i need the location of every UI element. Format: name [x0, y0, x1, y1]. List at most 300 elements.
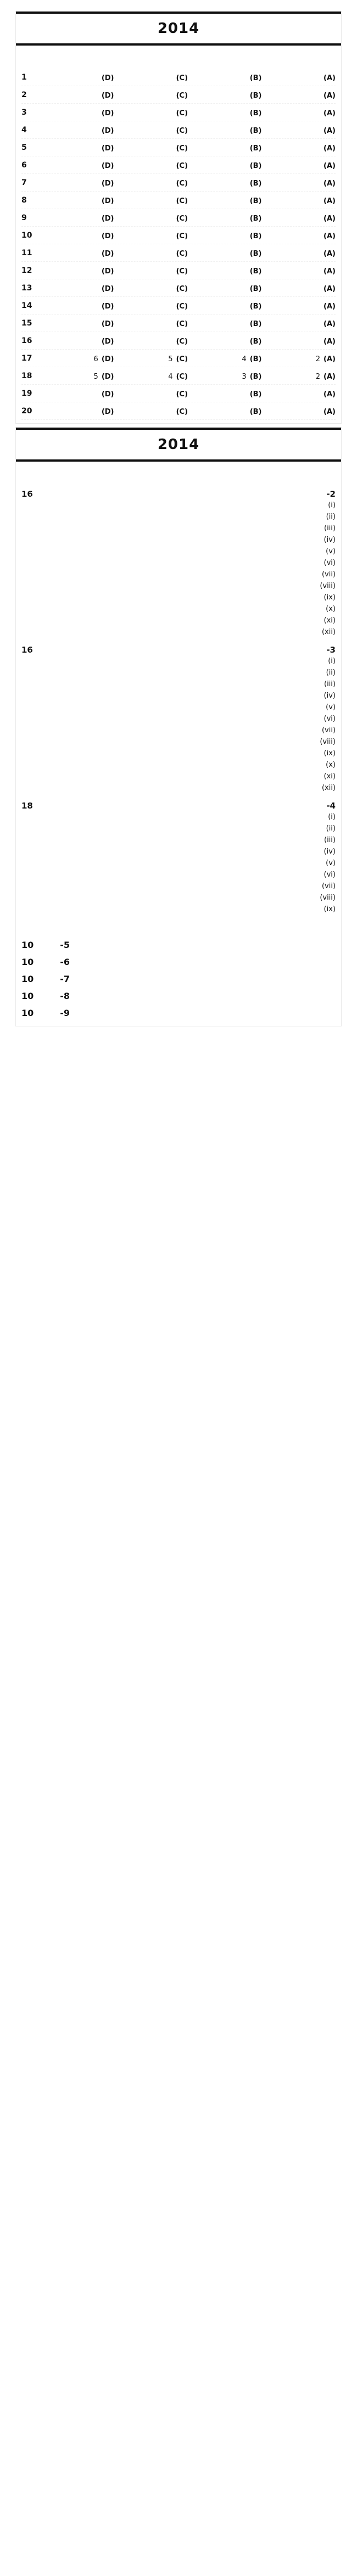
section-2 — [16, 921, 341, 1026]
long-question — [21, 953, 336, 970]
question-part-number: (x) — [326, 605, 336, 613]
mcq-option-label: (A) — [323, 197, 336, 205]
mcq-body — [47, 371, 336, 381]
mcq-options — [47, 127, 336, 135]
mcq-number: 5 — [21, 143, 27, 152]
mcq-options — [47, 373, 336, 381]
mcq-option — [269, 355, 336, 363]
question-2-header — [21, 487, 336, 501]
mcq-body — [47, 388, 336, 399]
mcq-option-label: (B) — [249, 179, 262, 188]
mcq-options — [47, 197, 336, 205]
mcq-option-label: (A) — [323, 320, 336, 328]
mcq-option-label: (C) — [176, 338, 188, 346]
question-part-number: (v) — [326, 859, 336, 867]
question-part-number: (xii) — [321, 628, 336, 636]
question-part — [48, 582, 336, 590]
mcq-option-label: (D) — [101, 232, 114, 240]
question-part-number: (viii) — [320, 582, 336, 590]
mcq-option — [194, 408, 262, 416]
question-part — [48, 628, 336, 636]
mcq-option — [269, 109, 336, 117]
mcq-option-label: (D) — [101, 355, 114, 363]
question-part-number: (xi) — [323, 772, 336, 781]
mcq-item — [21, 262, 336, 279]
mcq-item — [21, 209, 336, 227]
mcq-option — [47, 109, 114, 117]
mcq-option-label: (C) — [176, 302, 188, 311]
question-part — [48, 692, 336, 700]
question-part — [48, 593, 336, 602]
question-part-number: (ii) — [326, 513, 336, 521]
mcq-item — [21, 227, 336, 244]
mcq-option — [194, 74, 262, 82]
mcq-option-label: (A) — [323, 373, 336, 381]
mcq-list — [16, 65, 341, 423]
question-part-number: (i) — [328, 501, 336, 509]
mcq-item — [21, 69, 336, 86]
mcq-option — [121, 285, 188, 293]
mcq-option-label: (C) — [176, 320, 188, 328]
question-part-number: (iv) — [323, 536, 336, 544]
question-part-number: (vii) — [321, 570, 336, 579]
mcq-option — [194, 302, 262, 311]
mcq-option — [269, 197, 336, 205]
mcq-number: 17 — [21, 354, 32, 363]
mcq-body — [47, 212, 336, 223]
mcq-option-label: (B) — [249, 267, 262, 276]
mcq-option-label: (D) — [101, 127, 114, 135]
mcq-option — [47, 144, 114, 153]
question-3-header — [21, 643, 336, 657]
question-part-number: (viii) — [320, 738, 336, 746]
mcq-option — [47, 232, 114, 240]
mcq-option-label: (C) — [176, 250, 188, 258]
mcq-option — [47, 267, 114, 276]
mcq-option-label: (B) — [249, 302, 262, 311]
question-part-number: (ix) — [323, 905, 336, 913]
mcq-options — [47, 390, 336, 399]
mcq-option-label: (A) — [323, 267, 336, 276]
mcq-item — [21, 279, 336, 297]
mcq-option-label: (A) — [323, 408, 336, 416]
mcq-option — [121, 127, 188, 135]
mcq-option-label: (D) — [101, 215, 114, 223]
mcq-option-label: (A) — [323, 215, 336, 223]
mcq-option-label: (C) — [176, 267, 188, 276]
mcq-options — [47, 92, 336, 100]
question-part-number: (ix) — [323, 593, 336, 602]
mcq-item — [21, 192, 336, 209]
mcq-option — [194, 285, 262, 293]
question-part-number: (xii) — [321, 784, 336, 792]
question-2-num: -2 — [326, 489, 336, 499]
question-4-header — [21, 799, 336, 813]
mcq-options — [47, 74, 336, 82]
mcq-option — [269, 74, 336, 82]
mcq-option — [47, 215, 114, 223]
mcq-option — [47, 338, 114, 346]
mcq-option — [194, 250, 262, 258]
paper-1-instructions — [16, 59, 341, 65]
question-part-number: (x) — [326, 761, 336, 769]
question-3-marks: 16 — [21, 645, 33, 655]
mcq-option — [269, 390, 336, 399]
question-4-marks: 18 — [21, 801, 33, 811]
mcq-item — [21, 139, 336, 156]
mcq-option — [194, 232, 262, 240]
mcq-body — [47, 283, 336, 293]
mcq-option-label: (A) — [323, 109, 336, 117]
long-question-number: -7 — [60, 974, 70, 984]
mcq-option — [269, 373, 336, 381]
question-part-number: (vii) — [321, 726, 336, 734]
question-part — [48, 726, 336, 734]
mcq-option — [47, 250, 114, 258]
mcq-option-label: (A) — [323, 250, 336, 258]
mcq-item — [21, 86, 336, 104]
mcq-option-label: (D) — [101, 408, 114, 416]
question-part — [48, 680, 336, 688]
question-part — [48, 905, 336, 913]
mcq-body — [47, 107, 336, 117]
question-part-number: (ii) — [326, 669, 336, 677]
mcq-option — [121, 338, 188, 346]
mcq-body — [47, 230, 336, 240]
mcq-options — [47, 267, 336, 276]
question-part — [48, 570, 336, 579]
mcq-item — [21, 350, 336, 367]
mcq-option-label: (D) — [101, 109, 114, 117]
question-3 — [21, 639, 336, 795]
mcq-option — [121, 232, 188, 240]
mcq-body — [47, 177, 336, 188]
mcq-body — [47, 89, 336, 100]
mcq-option — [121, 320, 188, 328]
mcq-option-text: 2 — [315, 355, 321, 363]
mcq-option — [269, 267, 336, 276]
mcq-body — [47, 318, 336, 328]
question-part — [48, 715, 336, 723]
mcq-option — [194, 127, 262, 135]
question-part — [48, 657, 336, 665]
mcq-option — [269, 162, 336, 170]
mcq-option — [121, 250, 188, 258]
mcq-option-label: (B) — [249, 127, 262, 135]
question-part — [48, 547, 336, 555]
mcq-option — [269, 320, 336, 328]
mcq-option-label: (C) — [176, 109, 188, 117]
question-part-number: (vi) — [323, 559, 336, 567]
mcq-option-label: (D) — [101, 92, 114, 100]
question-4-num: -4 — [326, 801, 336, 811]
mcq-option-label: (B) — [249, 373, 262, 381]
mcq-option — [121, 144, 188, 153]
mcq-option-label: (B) — [249, 338, 262, 346]
mcq-body — [47, 406, 336, 416]
mcq-body — [47, 160, 336, 170]
mcq-option — [194, 92, 262, 100]
mcq-options — [47, 338, 336, 346]
question-part-number: (vi) — [323, 715, 336, 723]
mcq-option — [269, 179, 336, 188]
mcq-number: 7 — [21, 178, 27, 187]
mcq-option — [194, 197, 262, 205]
mcq-option — [47, 127, 114, 135]
mcq-number: 19 — [21, 389, 32, 398]
mcq-option-label: (A) — [323, 144, 336, 153]
mcq-body — [47, 125, 336, 135]
mcq-option — [121, 390, 188, 399]
mcq-number: 1 — [21, 73, 27, 82]
mcq-option — [121, 109, 188, 117]
mcq-option — [47, 390, 114, 399]
mcq-option-label: (D) — [101, 285, 114, 293]
mcq-options — [47, 355, 336, 363]
long-question-marks: 10 — [21, 957, 34, 967]
mcq-item — [21, 367, 336, 385]
mcq-option — [269, 250, 336, 258]
long-question-number: -9 — [60, 1008, 70, 1018]
mcq-option-label: (A) — [323, 302, 336, 311]
mcq-option-text: 2 — [315, 373, 321, 381]
long-question — [21, 970, 336, 987]
mcq-item — [21, 121, 336, 139]
mcq-option-label: (C) — [176, 197, 188, 205]
mcq-option — [194, 373, 262, 381]
mcq-body — [47, 300, 336, 311]
question-2-parts — [21, 501, 336, 636]
mcq-option — [121, 197, 188, 205]
question-part-number: (i) — [328, 813, 336, 821]
mcq-body — [47, 265, 336, 276]
mcq-item — [21, 244, 336, 262]
question-part — [48, 894, 336, 902]
mcq-options — [47, 215, 336, 223]
mcq-option — [47, 408, 114, 416]
mcq-option — [47, 92, 114, 100]
long-question-marks: 10 — [21, 1008, 34, 1018]
long-question-number: -8 — [60, 991, 70, 1001]
question-3-parts — [21, 657, 336, 792]
mcq-option — [47, 179, 114, 188]
mcq-option — [47, 320, 114, 328]
paper-objective — [15, 11, 342, 424]
mcq-option — [47, 285, 114, 293]
mcq-item — [21, 297, 336, 315]
mcq-option-label: (D) — [101, 197, 114, 205]
mcq-options — [47, 232, 336, 240]
question-part — [48, 524, 336, 532]
mcq-option — [269, 338, 336, 346]
mcq-option — [269, 92, 336, 100]
long-question — [21, 936, 336, 953]
mcq-option — [121, 92, 188, 100]
question-part — [48, 813, 336, 821]
mcq-option-label: (D) — [101, 302, 114, 311]
mcq-option — [121, 373, 188, 381]
mcq-body — [47, 248, 336, 258]
mcq-option-text: 5 — [168, 355, 173, 363]
mcq-option-label: (B) — [249, 390, 262, 399]
mcq-option-label: (B) — [249, 320, 262, 328]
question-part — [48, 669, 336, 677]
question-part-number: (iii) — [324, 836, 336, 844]
question-part-number: (iii) — [324, 524, 336, 532]
mcq-option-label: (C) — [176, 127, 188, 135]
section-1 — [16, 475, 341, 921]
mcq-option-label: (C) — [176, 355, 188, 363]
question-part — [48, 784, 336, 792]
paper-2-year: 2014 — [157, 436, 200, 453]
mcq-item — [21, 104, 336, 121]
question-part — [48, 536, 336, 544]
mcq-number: 8 — [21, 196, 27, 205]
mcq-number: 16 — [21, 336, 32, 345]
mcq-option-label: (C) — [176, 144, 188, 153]
mcq-option-label: (C) — [176, 285, 188, 293]
mcq-option-label: (B) — [249, 109, 262, 117]
mcq-option — [269, 285, 336, 293]
mcq-option-label: (C) — [176, 215, 188, 223]
question-part — [48, 824, 336, 833]
mcq-option-label: (D) — [101, 250, 114, 258]
mcq-option — [194, 355, 262, 363]
mcq-option-label: (D) — [101, 338, 114, 346]
long-question — [21, 987, 336, 1004]
mcq-option-text: 4 — [168, 373, 173, 381]
mcq-option — [194, 179, 262, 188]
question-part — [48, 605, 336, 613]
question-part — [48, 501, 336, 509]
section-2-note — [21, 930, 336, 936]
long-question-marks: 10 — [21, 991, 34, 1001]
mcq-option-label: (A) — [323, 390, 336, 399]
mcq-options — [47, 250, 336, 258]
question-part-number: (i) — [328, 657, 336, 665]
question-part-number: (vi) — [323, 871, 336, 879]
mcq-number: 11 — [21, 249, 32, 257]
mcq-option — [121, 74, 188, 82]
question-part-number: (ii) — [326, 824, 336, 833]
mcq-number: 15 — [21, 319, 32, 328]
mcq-option-label: (A) — [323, 232, 336, 240]
mcq-number: 10 — [21, 231, 32, 240]
mcq-option-label: (D) — [101, 74, 114, 82]
mcq-option-label: (D) — [101, 320, 114, 328]
mcq-option-label: (D) — [101, 373, 114, 381]
mcq-options — [47, 408, 336, 416]
paper-1-banner — [16, 12, 341, 46]
question-part — [48, 559, 336, 567]
mcq-option — [194, 390, 262, 399]
mcq-option — [194, 320, 262, 328]
mcq-option-label: (D) — [101, 144, 114, 153]
mcq-options — [47, 144, 336, 153]
question-part-number: (v) — [326, 547, 336, 555]
mcq-option-label: (B) — [249, 215, 262, 223]
mcq-option-label: (D) — [101, 179, 114, 188]
mcq-option-label: (A) — [323, 179, 336, 188]
mcq-option-text: 5 — [93, 373, 98, 381]
mcq-option-label: (A) — [323, 162, 336, 170]
mcq-number: 18 — [21, 372, 32, 380]
mcq-option — [47, 355, 114, 363]
mcq-option-label: (C) — [176, 74, 188, 82]
mcq-option-label: (C) — [176, 232, 188, 240]
mcq-option — [269, 302, 336, 311]
long-question — [21, 1004, 336, 1022]
mcq-options — [47, 109, 336, 117]
question-2 — [21, 484, 336, 639]
mcq-option — [194, 338, 262, 346]
mcq-options — [47, 320, 336, 328]
mcq-option — [47, 197, 114, 205]
mcq-option-label: (C) — [176, 179, 188, 188]
mcq-option — [269, 215, 336, 223]
mcq-options — [47, 162, 336, 170]
mcq-option-label: (B) — [249, 232, 262, 240]
mcq-number: 2 — [21, 91, 27, 99]
mcq-option — [194, 109, 262, 117]
mcq-option-label: (A) — [323, 92, 336, 100]
mcq-option-label: (D) — [101, 390, 114, 399]
question-part-number: (ix) — [323, 749, 336, 757]
mcq-number: 14 — [21, 301, 32, 310]
long-questions — [21, 936, 336, 1022]
mcq-option-label: (B) — [249, 92, 262, 100]
mcq-number: 13 — [21, 284, 32, 293]
mcq-options — [47, 302, 336, 311]
mcq-option — [121, 302, 188, 311]
question-part — [48, 738, 336, 746]
mcq-number: 4 — [21, 126, 27, 134]
mcq-option-label: (A) — [323, 338, 336, 346]
mcq-option-text: 6 — [93, 355, 98, 363]
mcq-option-label: (C) — [176, 390, 188, 399]
paper-2-banner — [16, 428, 341, 462]
mcq-option — [121, 355, 188, 363]
mcq-option — [47, 74, 114, 82]
question-part — [48, 848, 336, 856]
mcq-option — [47, 162, 114, 170]
question-part-number: (xi) — [323, 616, 336, 625]
mcq-option-label: (B) — [249, 197, 262, 205]
question-4-parts — [21, 813, 336, 913]
mcq-item — [21, 402, 336, 420]
paper-2-subhead — [16, 462, 341, 475]
mcq-body — [47, 142, 336, 153]
section-2-title — [21, 925, 336, 930]
mcq-option — [194, 215, 262, 223]
question-part — [48, 761, 336, 769]
mcq-option-label: (C) — [176, 408, 188, 416]
mcq-option — [47, 373, 114, 381]
mcq-option-label: (C) — [176, 373, 188, 381]
long-question-number: -6 — [60, 957, 70, 967]
question-part — [48, 882, 336, 890]
mcq-number: 6 — [21, 161, 27, 170]
mcq-option-label: (B) — [249, 144, 262, 153]
mcq-number: 9 — [21, 214, 27, 222]
mcq-option-text: 4 — [242, 355, 247, 363]
mcq-option — [121, 179, 188, 188]
mcq-body — [47, 195, 336, 205]
question-part-number: (vii) — [321, 882, 336, 890]
mcq-option-label: (A) — [323, 127, 336, 135]
mcq-option — [194, 144, 262, 153]
question-part — [48, 703, 336, 711]
